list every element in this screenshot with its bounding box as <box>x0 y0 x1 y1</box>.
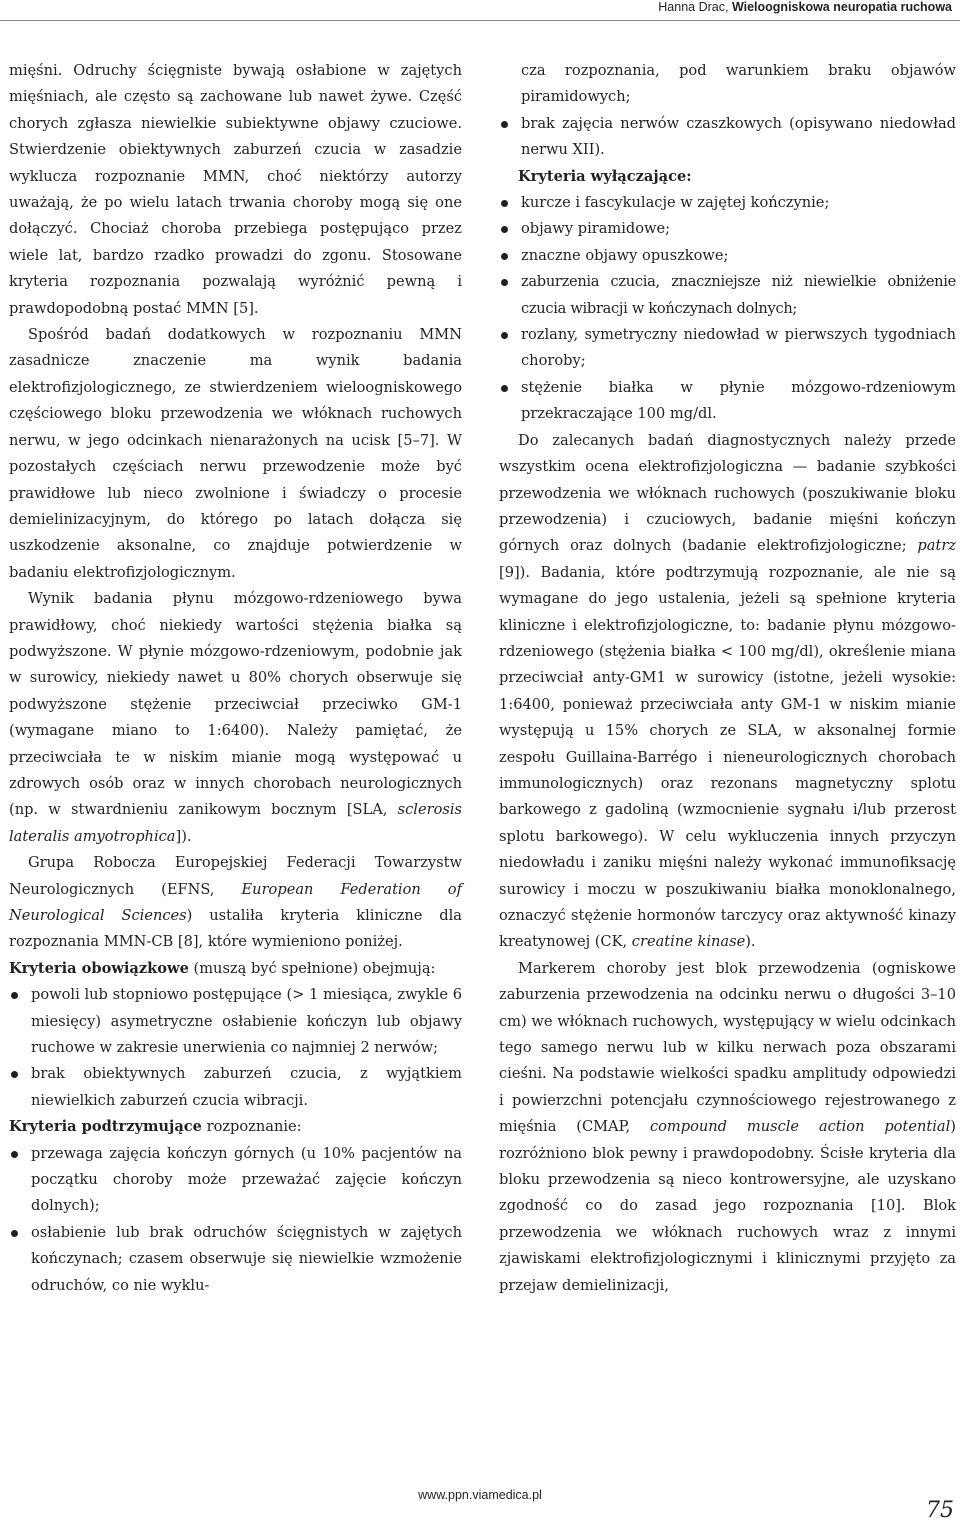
header-author: Hanna Drac, <box>658 0 729 14</box>
footer-url: www.ppn.viamedica.pl <box>418 1488 542 1502</box>
mandatory-criteria-intro: Kryteria obowiązkowe (muszą być spełnione) obejmują: <box>9 959 436 977</box>
list-item: kurcze i fascykulacje w zajętej kończynie; <box>499 190 956 216</box>
paragraph: Wynik badania płynu mózgowo-rdzeniowego bywa prawidłowy, choć niekiedy wartości stężenia białka są podwyższone. W płynie mózgowo-rdzeniowym, podobnie jak w surowicy, niekiedy nawet u 80% chorych obserwuje się podwyższone stężenie przeciwciał przeciwko GM-1 (wymagane miano to 1:6400). Należy pamiętać, że przeciwciała te w niskim mianie mogą występować u zdrowych osób oraz w innych chorobach neurologicznych (np. w stwardnieniu zanikowym bocznym [SLA, sclerosis lateralis amyotrophica]). <box>9 590 462 845</box>
running-header-text <box>658 0 952 14</box>
list-item: powoli lub stopniowo postępujące (> 1 miesiąca, zwykle 6 miesięcy) asymetryczne osłabienie kończyn lub objawy ruchowe w zakresie unerwienia co najmniej 2 nerwów; <box>9 982 462 1061</box>
mandatory-criteria-heading: Kryteria obowiązkowe <box>9 959 189 977</box>
list-item: przewaga zajęcia kończyn górnych (u 10% pacjentów na początku choroby może przeważać zajęcie kończyn dolnych); <box>9 1141 462 1220</box>
exclusion-criteria-intro <box>499 164 956 190</box>
header-article-title: Wieloogniskowa neuropatia ruchowa <box>731 0 952 14</box>
supporting-criteria-list-continued <box>499 58 956 164</box>
list-item: stężenie białka w płynie mózgowo-rdzeniowym przekraczające 100 mg/dl. <box>499 375 956 428</box>
supporting-criteria-list <box>9 1141 462 1299</box>
paragraph: mięśni. Odruchy ścięgniste bywają osłabione w zajętych mięśniach, ale często są zachowane lub nawet żywe. Część chorych zgłasza niewielkie subiektywne objawy czuciowe. Stwierdzenie obiektywnych zaburzeń czucia w zasadzie wyklucza rozpoznanie MMN, choć niektórzy autorzy uważają, że po wielu latach trwania choroby mogą się one dołączyć. Chociaż choroba przebiega postępująco przez wiele lat, bardzo rzadko prowadzi do zgonu. Stosowane kryteria rozpoznania pozwalają wyróżnić pewną i prawdopodobną postać MMN [5]. <box>9 62 462 317</box>
list-item: osłabienie lub brak odruchów ścięgnistych w zajętych kończynach; czasem obserwuje się niewielkie wzmożenie odruchów, co nie wyklu- <box>9 1220 462 1299</box>
exclusion-criteria-heading: Kryteria wyłączające: <box>518 167 692 185</box>
list-item: objawy piramidowe; <box>499 216 956 242</box>
paragraph: Spośród badań dodatkowych w rozpoznaniu MMN zasadnicze znaczenie ma wynik badania elektrofizjologicznego, ze stwierdzeniem wieloogniskowego częściowego bloku przewodzenia we włóknach ruchowych nerwu, w jego odcinkach nienarażonych na ucisk [5–7]. W pozostałych częściach nerwu przewodzenie może być prawidłowe lub nieco zwolnione i świadczy o procesie demielinizacyjnym, do którego po latach dołącza się uszkodzenie aksonalne, co znajduje potwierdzenie w badaniu elektrofizjologicznym. <box>9 326 462 581</box>
list-item: znaczne objawy opuszkowe; <box>499 243 956 269</box>
list-item: brak zajęcia nerwów czaszkowych (opisywano niedowład nerwu XII). <box>499 111 956 164</box>
supporting-criteria-intro: Kryteria podtrzymujące rozpoznanie: <box>9 1118 302 1136</box>
header-rule <box>0 20 960 21</box>
left-column <box>9 58 462 1299</box>
right-column <box>499 58 956 1299</box>
page-number: 75 <box>926 1498 954 1523</box>
list-item-continuation: cza rozpoznania, pod warunkiem braku objawów piramidowych; <box>521 62 956 106</box>
exclusion-criteria-list <box>499 190 956 428</box>
paragraph: Grupa Robocza Europejskiej Federacji Towarzystw Neurologicznych (EFNS, European Federation of Neurological Sciences) ustaliła kryteria kliniczne dla rozpoznania MMN-CB [8], które wymieniono poniżej. <box>9 854 463 951</box>
mandatory-criteria-list <box>9 982 462 1114</box>
running-header <box>0 0 960 20</box>
list-item: rozlany, symetryczny niedowład w pierwszych tygodniach choroby; <box>499 322 956 375</box>
paragraph: Markerem choroby jest blok przewodzenia (ogniskowe zaburzenia przewodzenia na odcinku nerwu o długości 3–10 cm) we włóknach ruchowych, występujący w wielu odcinkach tego samego nerwu lub w kilku nerwach poza obszarami cieśni. Na podstawie wielkości spadku amplitudy odpowiedzi i powierzchni potencjału czynnościowego rejestrowanego z mięśnia (CMAP, compound muscle action potential) rozróżniono blok pewny i prawdopodobny. Ścisłe kryteria dla bloku przewodzenia są nieco kontrowersyjne, ale uzyskano zgodność co do zasad jego rozpoznania [10]. Blok przewodzenia we włóknach ruchowych wraz z innymi zjawiskami elektrofizjologicznymi i klinicznymi przyjęto za przejaw demielinizacji, <box>499 959 956 1294</box>
supporting-criteria-heading: Kryteria podtrzymujące <box>9 1118 202 1136</box>
list-item: zaburzenia czucia, znaczniejsze niż niewielkie obniżenie czucia wibracji w kończynach dolnych; <box>499 269 956 322</box>
paragraph: Do zalecanych badań diagnostycznych należy przede wszystkim ocena elektrofizjologiczna — badanie szybkości przewodzenia we włóknach ruchowych (poszukiwanie bloku przewodzenia) i czuciowych, badanie mięśni kończyn górnych oraz dolnych (badanie elektrofizjologiczne; patrz [9]). Badania, które podtrzymują rozpoznanie, ale nie są wymagane do jego ustalenia, jeżeli są spełnione kryteria kliniczne i elektrofizjologiczne, to: badanie płynu mózgowo-rdzeniowego (stężenia białka < 100 mg/dl), określenie miana przeciwciał anty-GM1 w surowicy (istotne, jeżeli wysokie: 1:6400, ponieważ przeciwciała anty GM-1 w niskim mianie występują u 15% chorych ze SLA, w aksonalnej formie zespołu Guillaina-Barrégo i nieneurologicznych chorobach immunologicznych) oraz rezonans magnetyczny splotu barkowego z gadoliną (wzmocnienie sygnału i/lub przerost splotu barkowego). W celu wykluczenia innych przyczyn niedowładu i zaniku mięśni należy wykonać immunofiksację surowicy i moczu w poszukiwaniu białka monoklonalnego, oznaczyć stężenie hormonów tarczycy oraz aktywność kinazy kreatynowej (CK, creatine kinase). <box>499 431 956 951</box>
list-item: brak obiektywnych zaburzeń czucia, z wyjątkiem niewielkich zaburzeń czucia wibracji. <box>9 1061 462 1114</box>
